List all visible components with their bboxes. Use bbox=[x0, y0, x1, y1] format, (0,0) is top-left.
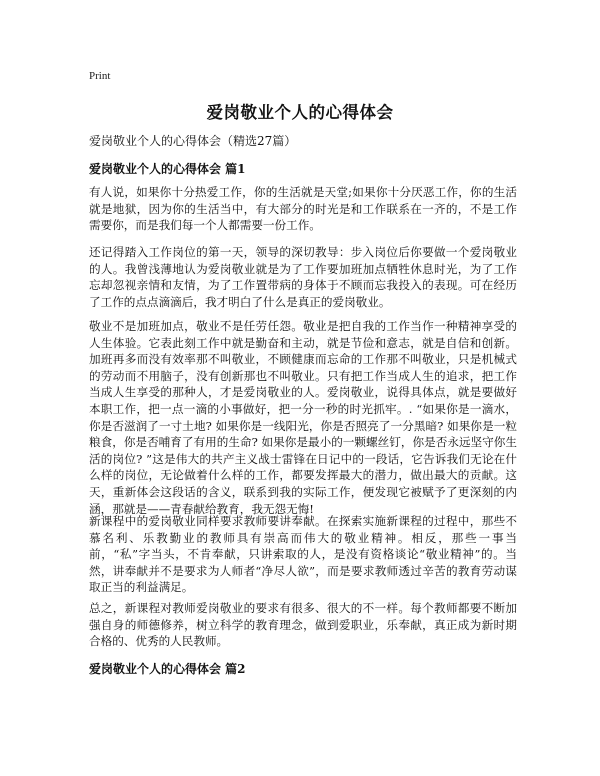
paragraph-1: 有人说，如果你十分热爱工作，你的生活就是天堂;如果你十分厌恶工作，你的生活就是地狱，因为你的生活当中，有大部分的时光是和工作联系在一齐的，不是工作需要你，而是我们每一个人都需要一份工作。 bbox=[89, 185, 517, 233]
section-heading-1: 爱岗敬业个人的心得体会 篇1 bbox=[89, 162, 246, 176]
paragraph-3: 敬业不是加班加点，敬业不是任劳任怨。敬业是把自我的工作当作一种精神享受的人生体验。它表此刻工作中就是勤奋和主动，就是节俭和意志，就是自信和创新。加班再多而没有效率那不叫敬业，不顾健康而忘命的工作那不叫敬业，只是机械式的劳动而不用脑子，没有创新那也不叫敬业。只有把工作当成人生的追求，把工作当成人生享受的那种人，才是爱岗敬业的人。爱岗敬业，说得具体点，就是要做好本职工作，把一点一滴的小事做好，把一分一秒的时光抓牢。. “如果你是一滴水，你是否滋润了一寸土地? 如果你是一线阳光，你是否照亮了一分黑暗? 如果你是一粒粮食，你是否哺育了有用的生命? 如果你是最小的一颗螺丝钉，你是否永远坚守你生活的岗位? ”这是伟大的共产主义战士雷锋在日记中的一段话，它告诉我们无论在什么样的岗位，无论做着什么样的工作，都要发挥最大的潜力，做出最大的贡献。这天，重新体会这段话的含义，联系到我的实际工作，便发现它被赋予了更深刻的内涵，那就是——青春献给教育，我无怨无悔! bbox=[89, 319, 517, 516]
page-title: 爱岗敬业个人的心得体会 bbox=[206, 103, 394, 122]
paragraph-2: 还记得踏入工作岗位的第一天，领导的深切教导：步入岗位后你要做一个爱岗敬业的人。我曾浅薄地认为爱岗敬业就是为了工作要加班加点牺牲休息时光，为了工作忘却忽视亲情和友情，为了工作置带病的身体于不顾而忘我投入的表现。可在经历了工作的点点滴滴后，我才明白了什么是真正的爱岗敬业。 bbox=[89, 245, 517, 309]
section-heading-2: 爱岗敬业个人的心得体会 篇2 bbox=[89, 662, 246, 676]
paragraph-5: 总之，新课程对教师爱岗敬业的要求有很多、很大的不一样。每个教师都要不断加强自身的师德修养，树立科学的教育理念，做到爱职业，乐奉献，真正成为新时期合格的、优秀的人民教师。 bbox=[89, 601, 517, 649]
print-link[interactable]: Print bbox=[89, 70, 111, 82]
document-subtitle: 爱岗敬业个人的心得体会（精选27篇） bbox=[89, 134, 297, 148]
paragraph-4: 新课程中的爱岗敬业同样要求教师要讲奉献。在探索实施新课程的过程中，那些不慕名利、乐教勤业的教师具有崇高而伟大的敬业精神。相反，那些一事当前，“私”字当头，不肯奉献，只讲索取的人，是没有资格谈论“敬业精神”的。当然，讲奉献并不是要求为人师者“净尽人欲”，而是要求教师透过辛苦的教育劳动谋取正当的利益满足。 bbox=[89, 514, 517, 595]
